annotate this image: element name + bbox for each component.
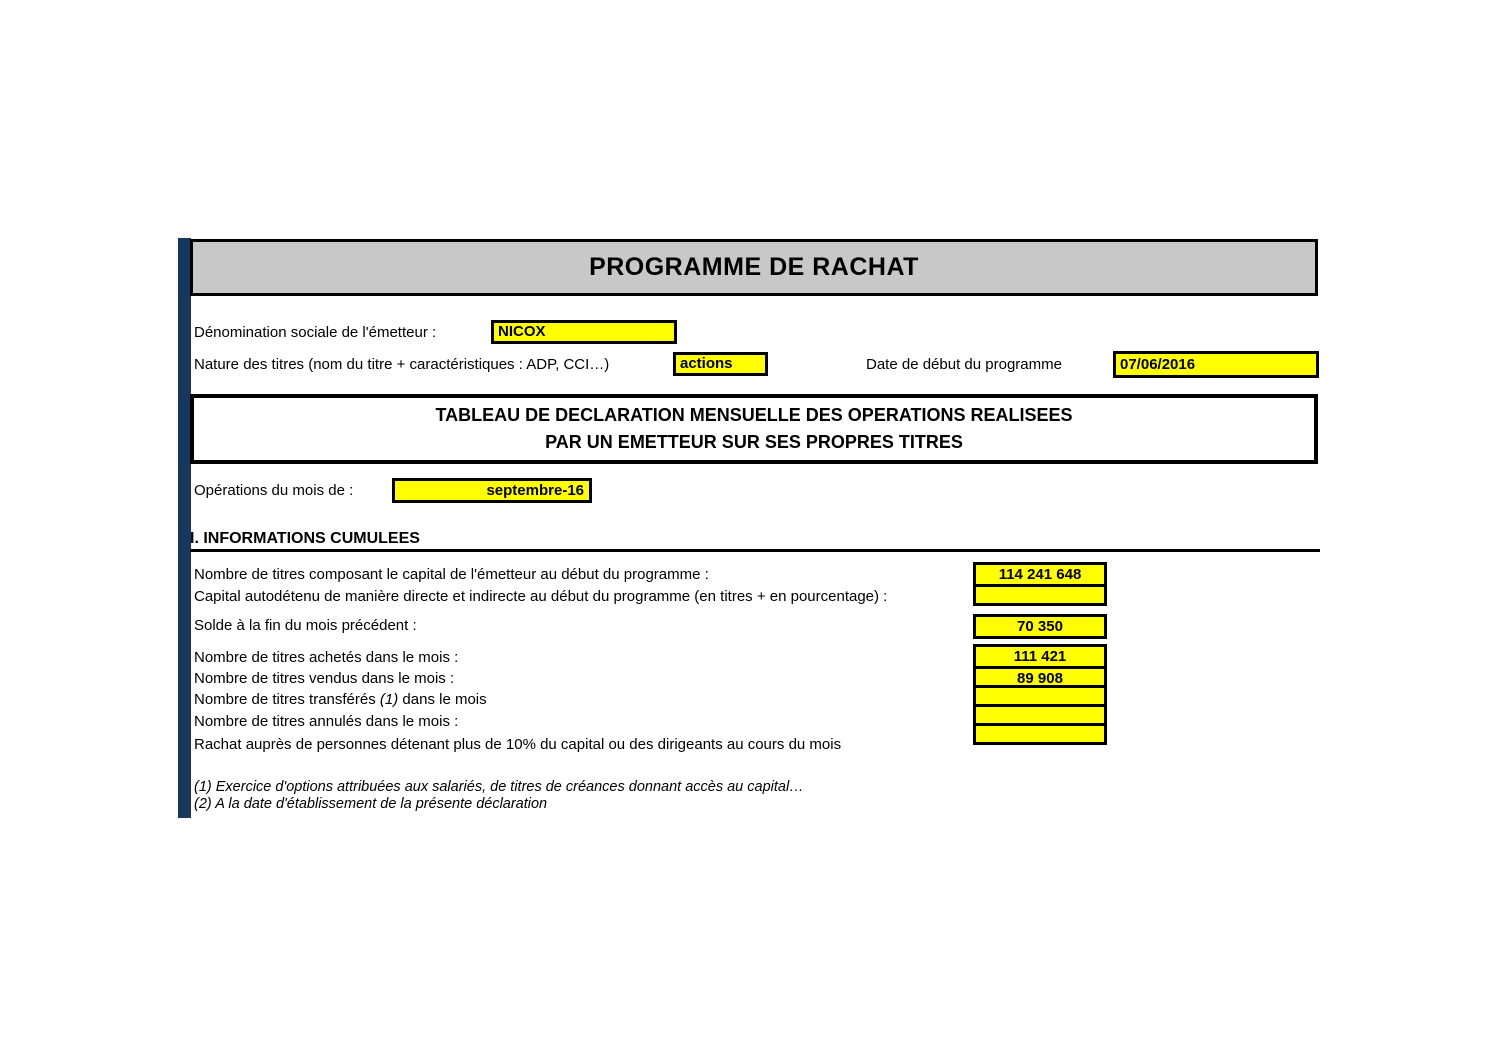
- shares-sold-value-field[interactable]: 89 908: [976, 666, 1104, 685]
- shares-bought-value-field[interactable]: 111 421: [976, 647, 1104, 666]
- insider-buyback-value-field[interactable]: [976, 723, 1104, 742]
- shares-sold-label: Nombre de titres vendus dans le mois :: [194, 670, 455, 687]
- issuer-value-field[interactable]: NICOX: [491, 320, 677, 344]
- shares-cancelled-label: Nombre de titres annulés dans le mois :: [194, 713, 459, 730]
- shares-bought-label: Nombre de titres achetés dans le mois :: [194, 649, 459, 666]
- report-subtitle-box: [190, 394, 1318, 464]
- document-title-banner: [190, 239, 1318, 296]
- treasury-capital-label: Capital autodétenu de manière directe et indirecte au début du programme (en titres + en pourcentage) :: [194, 588, 888, 605]
- value-group-capital: [973, 562, 1107, 606]
- footnote-1: (1) Exercice d'options attribuées aux salariés, de titres de créances donnant accès au capital…: [194, 779, 804, 795]
- section-divider: [190, 549, 1320, 552]
- footnote-2: (2) A la date d'établissement de la présente déclaration: [194, 796, 548, 812]
- document-title: PROGRAMME DE RACHAT: [589, 253, 919, 281]
- program-start-date-field[interactable]: 07/06/2016: [1113, 351, 1319, 378]
- previous-month-balance-label: Solde à la fin du mois précédent :: [194, 617, 417, 634]
- section-heading-cumulative-info: I. INFORMATIONS CUMULEES: [190, 530, 420, 547]
- value-group-monthly-operations: [973, 644, 1107, 745]
- issuer-label: Dénomination sociale de l'émetteur :: [194, 324, 437, 341]
- insider-buyback-label: Rachat auprès de personnes détenant plus de 10% du capital ou des dirigeants au cours du mois: [194, 736, 842, 753]
- previous-month-balance-value-field[interactable]: 70 350: [976, 617, 1104, 636]
- report-subtitle-line1: TABLEAU DE DECLARATION MENSUELLE DES OPERATIONS REALISEES: [435, 405, 1073, 425]
- capital-shares-value-field[interactable]: 114 241 648: [976, 565, 1104, 584]
- capital-shares-label: Nombre de titres composant le capital de l'émetteur au début du programme :: [194, 566, 709, 583]
- securities-label: Nature des titres (nom du titre + caractéristiques : ADP, CCI…): [194, 356, 610, 373]
- treasury-capital-value-field[interactable]: [976, 584, 1104, 603]
- shares-transferred-value-field[interactable]: [976, 685, 1104, 704]
- left-accent-bar: [178, 238, 191, 818]
- month-value-field[interactable]: septembre-16: [392, 478, 592, 503]
- month-label: Opérations du mois de :: [194, 482, 354, 499]
- report-subtitle-line2: PAR UN EMETTEUR SUR SES PROPRES TITRES: [545, 432, 963, 452]
- shares-transferred-label: Nombre de titres transférés (1) dans le mois: [194, 691, 487, 708]
- program-start-label: Date de début du programme: [866, 356, 1062, 373]
- footnote-ref-1: (1): [379, 691, 399, 708]
- value-group-balance: [973, 614, 1107, 639]
- securities-value-field[interactable]: actions: [673, 352, 768, 376]
- shares-cancelled-value-field[interactable]: [976, 704, 1104, 723]
